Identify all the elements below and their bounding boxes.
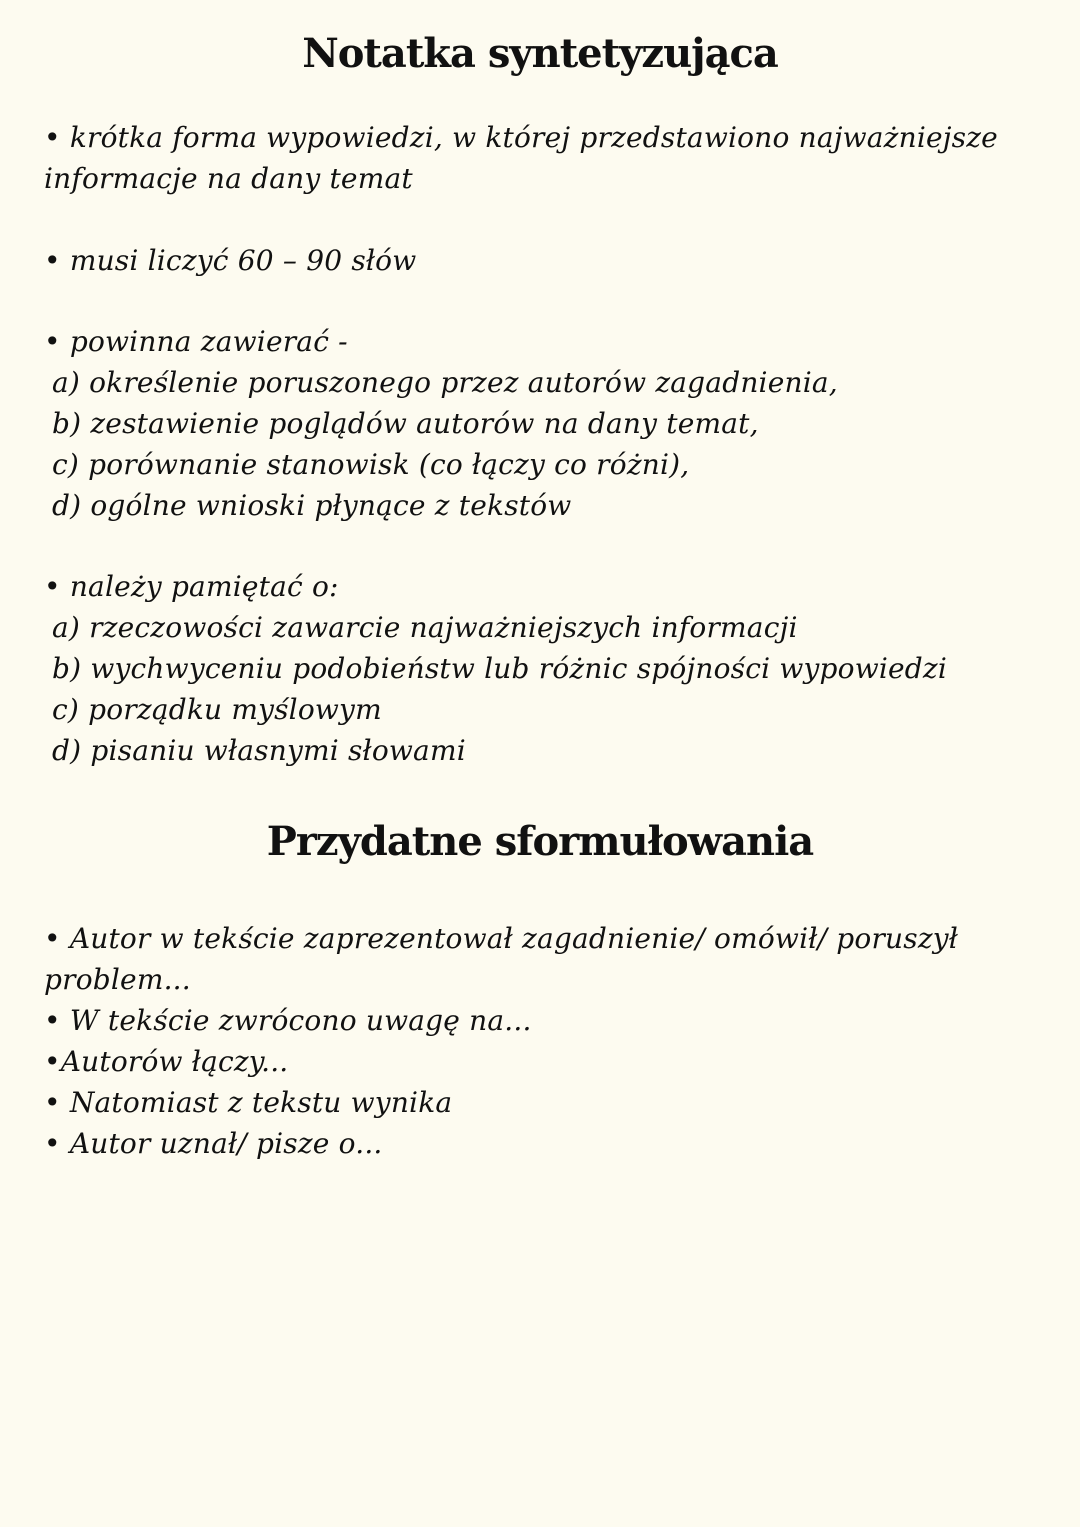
phrase-line: • Natomiast z tekstu wynika [44, 1086, 453, 1119]
remember-item-d: d) pisaniu własnymi słowami [52, 734, 466, 767]
contents-item-c: c) porównanie stanowisk (co łączy co różni), [52, 448, 690, 481]
contents-item-b: b) zestawienie poglądów autorów na dany temat, [52, 407, 759, 440]
definition-line-1: • krótka forma wypowiedzi, w której przedstawiono najważniejsze [44, 121, 998, 154]
page-title: Notatka syntetyzująca [302, 30, 778, 77]
definition-line-2: informacje na dany temat [44, 162, 413, 195]
remember-intro: • należy pamiętać o: [44, 570, 339, 603]
contents-item-a: a) określenie poruszonego przez autorów zagadnienia, [52, 366, 838, 399]
remember-item-c: c) porządku myślowym [52, 693, 382, 726]
phrase-line: • Autor uznał/ pisze o... [44, 1127, 383, 1160]
contents-item-d: d) ogólne wnioski płynące z tekstów [52, 489, 572, 522]
phrases-title: Przydatne sformułowania [266, 818, 814, 865]
contents-intro: • powinna zawierać - [44, 325, 348, 358]
phrase-line: •Autorów łączy... [44, 1045, 289, 1078]
remember-item-b: b) wychwyceniu podobieństw lub różnic spójności wypowiedzi [52, 652, 948, 685]
phrase-line: problem... [44, 963, 191, 996]
phrase-line: • Autor w tekście zaprezentował zagadnienie/ omówił/ poruszył [44, 922, 959, 955]
phrase-line: • W tekście zwrócono uwagę na... [44, 1004, 532, 1037]
word-count-rule: • musi liczyć 60 – 90 słów [44, 244, 417, 277]
remember-item-a: a) rzeczowości zawarcie najważniejszych informacji [52, 611, 798, 644]
